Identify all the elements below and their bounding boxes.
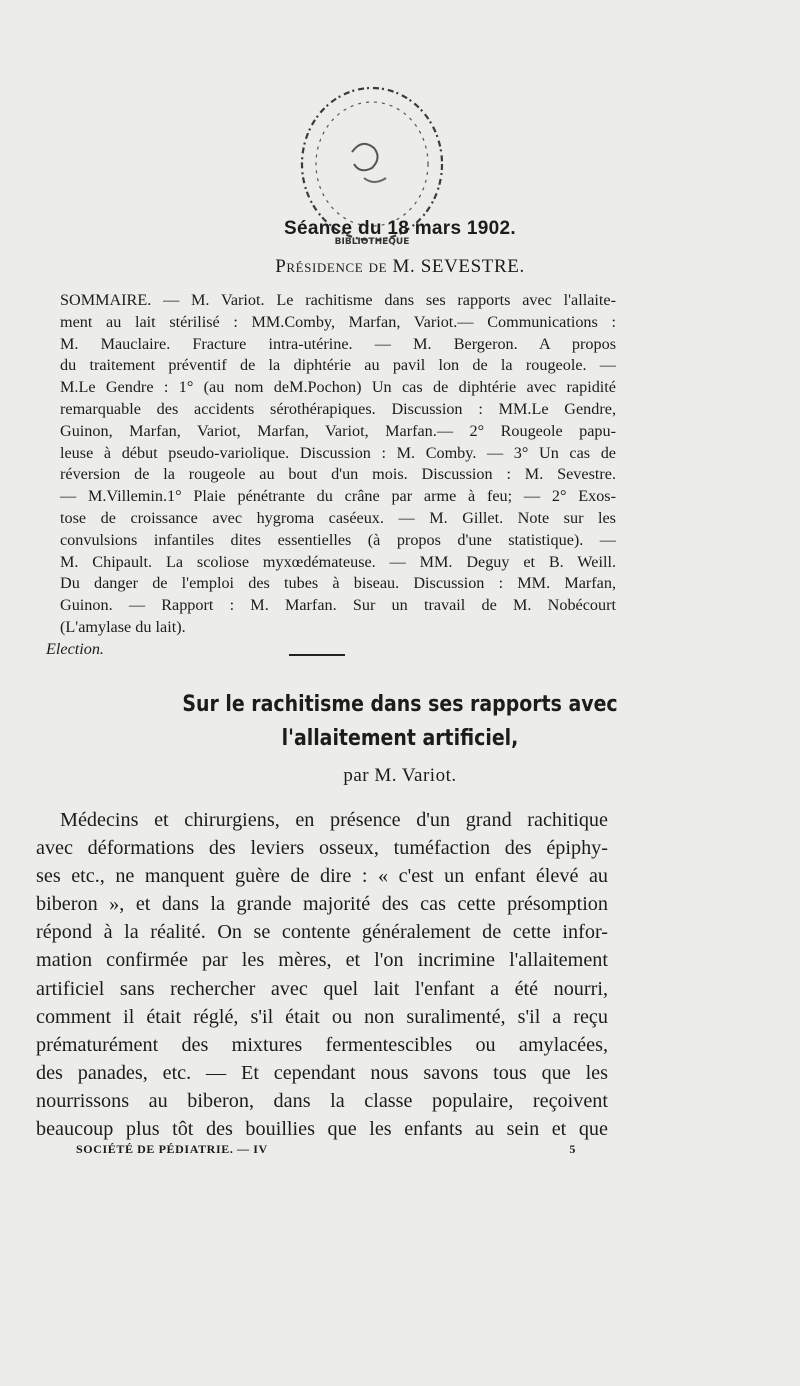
summary-line: M.Le Gendre : 1° (au nom deM.Pochon) Un cas de diphtérie avec rapidité (60, 378, 616, 397)
body-line: comment il était réglé, s'il était ou non suralimenté, s'il a reçu (36, 1005, 608, 1028)
session-month: mars (414, 218, 462, 239)
summary-line: Du danger de l'emploi des tubes à biseau. Discussion : MM. Marfan, (60, 574, 616, 593)
summary-line: Guinon, Marfan, Variot, Marfan, Variot, Marfan.— 2° Rougeole papu- (60, 421, 616, 440)
page-number: 5 (569, 1142, 576, 1156)
summary-line: réversion de la rougeole au bout d'un mois. Discussion : M. Sevestre. (60, 465, 616, 484)
page-footer (76, 1142, 576, 1157)
body-line: des panades, etc. — Et cependant nous savons tous que les (36, 1061, 608, 1084)
summary-line: SOMMAIRE. — M. Variot. Le rachitisme dans ses rapports avec l'allaite- (60, 291, 616, 309)
body-line: mation confirmée par les mères, et l'on incrimine l'allaitement (36, 949, 608, 972)
body-line: nourrissons au biberon, dans la classe populaire, reçoivent (36, 1089, 608, 1112)
summary-line: Guinon. — Rapport : M. Marfan. Sur un travail de M. Nobécourt (60, 596, 616, 615)
body-line: prématurément des mixtures fermentescibles ou amylacées, (36, 1033, 608, 1056)
session-day: 18 (387, 218, 410, 239)
body-line: Médecins et chirurgiens, en présence d'un grand rachitique (60, 809, 608, 831)
summary-line: leuse à début pseudo-variolique. Discussion : M. Comby. — 3° Un cas de (60, 443, 616, 462)
journal-name: SOCIÉTÉ DE PÉDIATRIE. — IV (76, 1142, 268, 1156)
summary-line: ment au lait stérilisé : MM.Comby, Marfan, Variot.— Communications : (60, 312, 616, 331)
session-prefix: Séance du (284, 218, 382, 239)
summary-election: Election. (46, 639, 104, 658)
body-line: beaucoup plus tôt des bouillies que les enfants au sein et que (36, 1118, 608, 1141)
session-suffix: . (510, 218, 516, 239)
summary-line: (L'amylase du lait). (60, 617, 186, 636)
stamp-text: BIBLIOTHEQUE (334, 237, 410, 247)
body-line: avec déformations des leviers osseux, tuméfaction des épiphy- (36, 837, 608, 860)
section-divider (289, 654, 345, 656)
summary-line: M. Chipault. La scoliose myxœdémateuse. — MM. Deguy et B. Weill. (60, 552, 616, 571)
presidency-label: Présidence de (275, 256, 388, 277)
summary-line: remarquable des accidents sérothérapiques. Discussion : MM.Le Gendre, (60, 399, 616, 418)
session-year: 1902 (466, 218, 511, 239)
summary-line: tose de croissance avec hygroma caséeux. — M. Gillet. Note sur les (60, 508, 616, 527)
session-heading (0, 218, 800, 240)
summary-line: — M.Villemin.1° Plaie pénétrante du crâne par arme à feu; — 2° Exos- (60, 487, 616, 506)
summary-line: M. Mauclaire. Fracture intra-utérine. — M. Bergeron. A propos (60, 334, 616, 353)
body-line: répond à la réalité. On se contente généralement de cette infor- (36, 921, 608, 944)
presidency-line (0, 256, 800, 278)
article-title (56, 688, 744, 756)
article-body (36, 806, 608, 1143)
article-title-line: l'allaitement artificiel, (281, 726, 519, 751)
summary-line: du traitement préventif de la diphtérie au pavil lon de la rougeole. — (60, 356, 616, 375)
president-name: M. SEVESTRE. (392, 256, 525, 277)
body-line: biberon », et dans la grande majorité des cas cette présomption (36, 893, 608, 916)
body-line: artificiel sans rechercher avec quel lait l'enfant a été nourri, (36, 977, 608, 1000)
body-line: ses etc., ne manquent guère de dire : « c'est un enfant élevé au (36, 865, 608, 888)
article-title-line: Sur le rachitisme dans ses rapports avec (182, 692, 618, 717)
article-author: par M. Variot. (343, 765, 457, 786)
summary-block (46, 290, 616, 661)
summary-line: convulsions infantiles dites essentielles (à propos d'une statistique). — (60, 530, 616, 549)
